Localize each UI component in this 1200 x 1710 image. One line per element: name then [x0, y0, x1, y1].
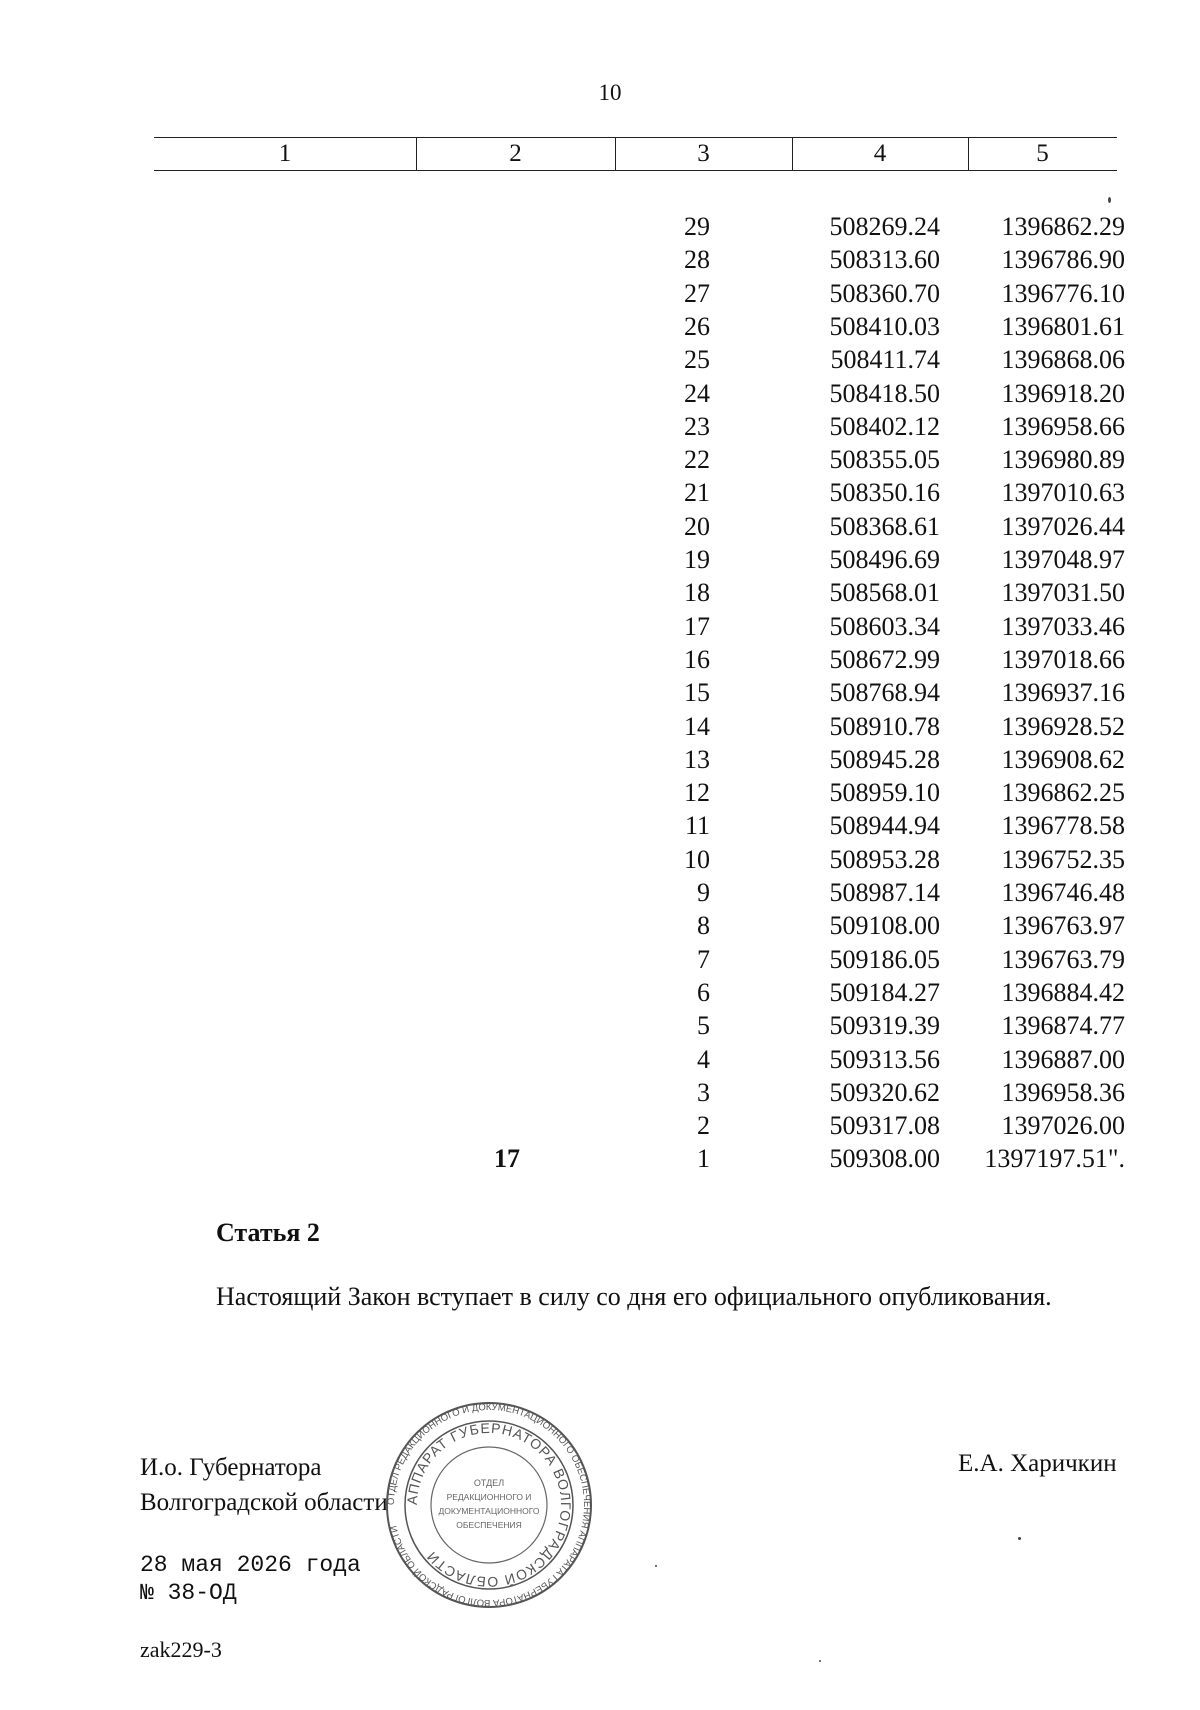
- point-number-cell: 10: [684, 844, 710, 874]
- point-number-cell: 17: [684, 611, 710, 641]
- y-coordinate-cell: 1396746.48: [1001, 878, 1125, 907]
- table-row: [0, 245, 1200, 278]
- y-coordinate-cell: 1396868.06: [1001, 345, 1125, 375]
- table-header-cell: 3: [697, 140, 710, 167]
- point-number-cell: 23: [684, 411, 710, 441]
- table-row: [0, 778, 1200, 811]
- point-number-cell: 9: [697, 878, 710, 907]
- signatory-title: [140, 1450, 388, 1520]
- x-coordinate-cell: 509313.56: [829, 1044, 940, 1074]
- y-coordinate-cell: 1396752.35: [1001, 844, 1125, 874]
- point-number-cell: 22: [684, 445, 710, 475]
- point-number-cell: 19: [684, 545, 710, 574]
- y-coordinate-cell: 1396958.66: [1001, 411, 1125, 441]
- x-coordinate-cell: 509108.00: [829, 911, 940, 941]
- x-coordinate-cell: 508768.94: [829, 678, 940, 708]
- point-number-cell: 5: [697, 1011, 710, 1041]
- x-coordinate-cell: 508368.61: [829, 511, 940, 541]
- point-number-cell: 21: [684, 478, 710, 508]
- x-coordinate-cell: 508355.05: [829, 445, 940, 475]
- x-coordinate-cell: 509308.00: [829, 1144, 940, 1174]
- x-coordinate-cell: 508944.94: [829, 811, 940, 841]
- x-coordinate-cell: 508953.28: [829, 844, 940, 874]
- y-coordinate-cell: 1396918.20: [1001, 378, 1125, 408]
- point-number-cell: 8: [697, 911, 710, 941]
- y-coordinate-cell: 1397031.50: [1001, 578, 1125, 608]
- table-row: [0, 1045, 1200, 1078]
- x-coordinate-cell: 508945.28: [829, 744, 940, 774]
- point-number-cell: 20: [684, 511, 710, 541]
- y-coordinate-cell: 1397018.66: [1001, 644, 1125, 674]
- x-coordinate-cell: 509317.08: [829, 1111, 940, 1141]
- table-row: [0, 545, 1200, 578]
- x-coordinate-cell: 509186.05: [829, 944, 940, 974]
- table-row: [0, 412, 1200, 445]
- table-row: [0, 212, 1200, 245]
- x-coordinate-cell: 508910.78: [829, 711, 940, 741]
- y-coordinate-cell: 1396786.90: [1001, 245, 1125, 275]
- x-coordinate-cell: 508313.60: [829, 245, 940, 275]
- y-coordinate-cell: 1397033.46: [1001, 611, 1125, 641]
- y-coordinate-cell: 1397026.00: [1001, 1111, 1125, 1141]
- table-row: [0, 712, 1200, 745]
- table-header-cell: 1: [278, 140, 292, 167]
- y-coordinate-cell: 1396884.42: [1001, 977, 1125, 1007]
- table-row: [0, 978, 1200, 1011]
- table-row: [0, 678, 1200, 711]
- point-number-cell: 11: [684, 811, 710, 841]
- point-number-cell: 26: [684, 311, 710, 341]
- point-number-cell: 4: [697, 1044, 710, 1074]
- table-header-cell: 2: [509, 140, 522, 167]
- table-row: [0, 1078, 1200, 1111]
- y-coordinate-cell: 1396862.25: [1001, 778, 1125, 808]
- x-coordinate-cell: 508603.34: [829, 611, 940, 641]
- x-coordinate-cell: 508410.03: [829, 311, 940, 341]
- x-coordinate-cell: 508987.14: [829, 878, 940, 907]
- point-number-cell: 1: [697, 1144, 710, 1174]
- y-coordinate-cell: 1396763.97: [1001, 911, 1125, 941]
- table-row: [0, 878, 1200, 911]
- x-coordinate-cell: 508269.24: [829, 212, 940, 241]
- table-row: [0, 811, 1200, 844]
- signatory-name: Е.А. Харичкин: [958, 1450, 1117, 1477]
- scan-speck: [819, 1660, 821, 1662]
- point-number-cell: 16: [684, 644, 710, 674]
- y-coordinate-cell: 1396801.61: [1001, 311, 1125, 341]
- y-coordinate-cell: 1396778.58: [1001, 811, 1125, 841]
- table-row: [0, 645, 1200, 678]
- signatory-title-line: Волгоградской области: [140, 1489, 388, 1516]
- stamp-center-text: ДОКУМЕНТАЦИОННОГО: [438, 1506, 540, 1516]
- x-coordinate-cell: 508360.70: [829, 278, 940, 308]
- point-number-cell: 24: [684, 378, 710, 408]
- y-coordinate-cell: 1396776.10: [1001, 278, 1125, 308]
- y-coordinate-cell: 1396937.16: [1001, 678, 1125, 708]
- stamp-inner-ring: [431, 1447, 547, 1563]
- stamp-ring-text: АППАРАТ ГУБЕРНАТОРА ВОЛГОГРАДСКОЙ ОБЛАСТИ: [403, 1419, 575, 1591]
- y-coordinate-cell: 1396874.77: [1001, 1011, 1125, 1041]
- official-stamp: [384, 1400, 594, 1610]
- y-coordinate-cell: 1397010.63: [1001, 478, 1125, 508]
- stamp-outer-text: ОТДЕЛ РЕДАКЦИОННОГО И ДОКУМЕНТАЦИОННОГО ОБЕСПЕЧЕНИЯ АППАРАТА ГУБЕРНАТОРА ВОЛГОГРАДСКОЙ ОБЛАСТИ: [385, 1401, 593, 1609]
- point-number-cell: 29: [684, 212, 710, 241]
- stamp-center-text: ОБЕСПЕЧЕНИЯ: [456, 1520, 522, 1530]
- table-row: [0, 578, 1200, 611]
- x-coordinate-cell: 508411.74: [830, 345, 940, 375]
- x-coordinate-cell: 509184.27: [829, 977, 940, 1007]
- point-number-cell: 25: [684, 345, 710, 375]
- x-coordinate-cell: 508402.12: [829, 411, 940, 441]
- table-row: [0, 445, 1200, 478]
- table-row: [0, 1011, 1200, 1044]
- table-row: [0, 612, 1200, 645]
- stamp-center-text: РЕДАКЦИОННОГО И: [446, 1492, 532, 1502]
- law-date: 28 мая 2026 года: [140, 1552, 361, 1578]
- document-code: zak229-3: [140, 1637, 222, 1662]
- x-coordinate-cell: 508350.16: [829, 478, 940, 508]
- table-row: [0, 345, 1200, 378]
- y-coordinate-cell: 1396958.36: [1001, 1077, 1125, 1107]
- article-heading: Статья 2: [216, 1218, 320, 1247]
- table-top-rule: [154, 137, 1117, 138]
- point-number-cell: 6: [697, 977, 710, 1007]
- stamp-center-text: ОТДЕЛ: [473, 1478, 505, 1488]
- table-row: [0, 478, 1200, 511]
- table-row: [0, 279, 1200, 312]
- x-coordinate-cell: 508672.99: [829, 644, 940, 674]
- y-coordinate-cell: 1397026.44: [1001, 511, 1125, 541]
- table-row: [0, 512, 1200, 545]
- page-number: 10: [598, 80, 622, 105]
- table-row: [0, 379, 1200, 412]
- table-row: [0, 845, 1200, 878]
- article-text: Настоящий Закон вступает в силу со дня его официального опубликования.: [216, 1282, 1052, 1311]
- scan-speck: [655, 1565, 657, 1567]
- point-number-cell: 15: [684, 678, 710, 708]
- point-number-cell: 28: [684, 245, 710, 275]
- table-row: [0, 1111, 1200, 1144]
- table-row: [0, 911, 1200, 944]
- point-number-cell: 3: [697, 1077, 710, 1107]
- y-coordinate-cell: 1396862.29: [1001, 212, 1125, 241]
- y-coordinate-cell: 1396928.52: [1001, 711, 1125, 741]
- x-coordinate-cell: 508496.69: [829, 545, 940, 574]
- y-coordinate-cell: 1396887.00: [1001, 1044, 1125, 1074]
- x-coordinate-cell: 508959.10: [829, 778, 940, 808]
- point-number-cell: 12: [684, 778, 710, 808]
- column-2-cell: 17: [494, 1144, 520, 1174]
- table-row: [0, 945, 1200, 978]
- x-coordinate-cell: 509319.39: [829, 1011, 940, 1041]
- table-header-cell: 4: [873, 140, 887, 167]
- signatory-title-line: И.о. Губернатора: [140, 1454, 322, 1481]
- point-number-cell: 14: [684, 711, 710, 741]
- y-coordinate-cell: 1396763.79: [1001, 944, 1125, 974]
- scan-speck: [1108, 197, 1111, 203]
- table-row: [0, 745, 1200, 778]
- x-coordinate-cell: 509320.62: [829, 1077, 940, 1107]
- table-row: [0, 1144, 1200, 1177]
- x-coordinate-cell: 508568.01: [829, 578, 940, 608]
- y-coordinate-cell: 1397048.97: [1001, 545, 1125, 574]
- table-row: [0, 312, 1200, 345]
- table-bottom-rule: [154, 170, 1117, 171]
- point-number-cell: 13: [684, 744, 710, 774]
- table-header-cell: 5: [1036, 140, 1049, 167]
- x-coordinate-cell: 508418.50: [829, 378, 940, 408]
- law-number: № 38-ОД: [140, 1580, 237, 1606]
- y-coordinate-cell: 1397197.51".: [984, 1144, 1125, 1174]
- point-number-cell: 7: [697, 944, 710, 974]
- point-number-cell: 2: [697, 1111, 710, 1141]
- point-number-cell: 27: [684, 278, 710, 308]
- y-coordinate-cell: 1396980.89: [1001, 445, 1125, 475]
- scan-speck: [1018, 1537, 1021, 1540]
- y-coordinate-cell: 1396908.62: [1001, 744, 1125, 774]
- point-number-cell: 18: [684, 578, 710, 608]
